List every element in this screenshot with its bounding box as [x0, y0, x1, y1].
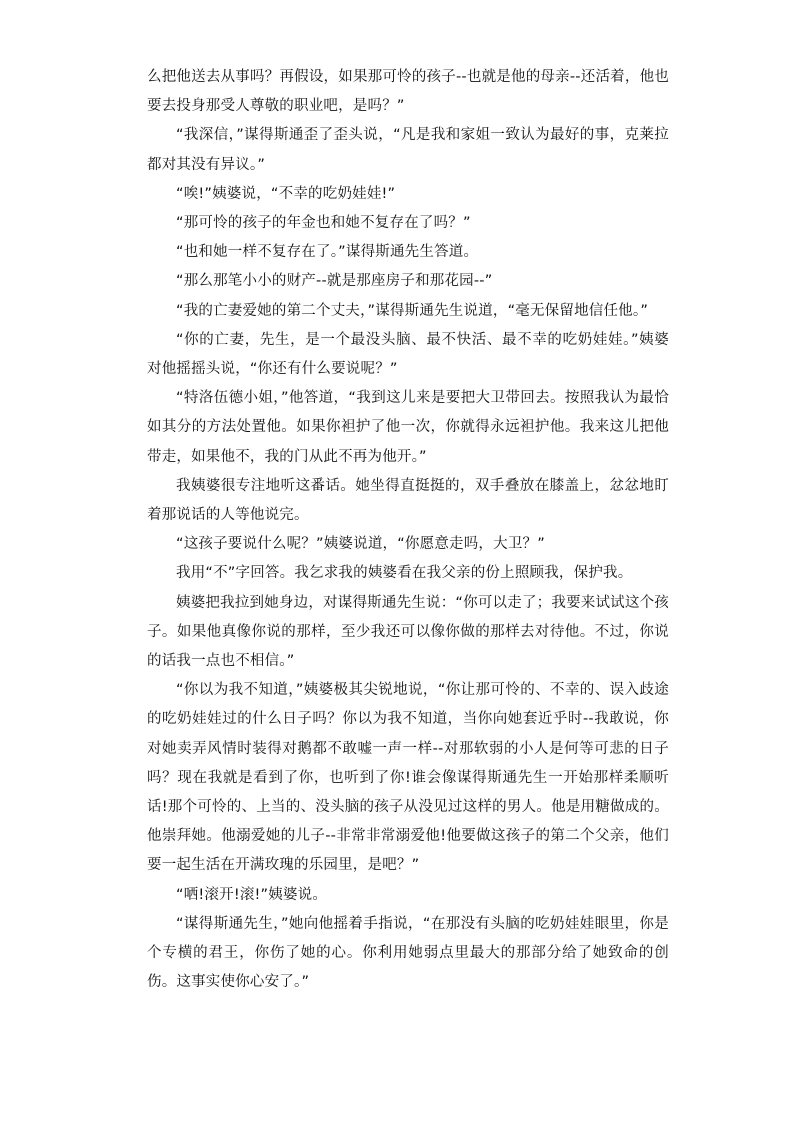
paragraph: 么把他送去从事吗？再假设，如果那可怜的孩子--也就是他的母亲--还活着，他也要去投身那受人尊敬的职业吧，是吗？”: [147, 69, 669, 115]
paragraph: “谋得斯通先生，”她向他摇着手指说，“在那没有头脑的吃奶娃娃眼里，你是个专横的君王，你伤了她的心。你利用她弱点里最大的那部分给了她致命的创伤。这事实使你心安了。”: [147, 915, 669, 991]
body-text: [147, 63, 669, 998]
paragraph: “你以为我不知道，”姨婆极其尖锐地说，“你让那可怜的、不幸的、误入歧途的吃奶娃娃过的什么日子吗？你以为我不知道，当你向她套近乎时--我敢说，你对她卖弄风情时装得对鹅都不敢嘘一声一样--对那软弱的小人是何等可悲的日子吗？现在我就是看到了你，也听到了你!谁会像谋得斯通先生一开始那样柔顺听话!那个可怜的、上当的、没头脑的孩子从没见过这样的男人。他是用糖做成的。他崇拜她。他溺爱她的儿子--非常非常溺爱他!他要做这孩子的第二个父亲，他们要一起生活在开满玫瑰的乐园里，是吧？”: [147, 682, 669, 874]
paragraph: 姨婆把我拉到她身边，对谋得斯通先生说：“你可以走了；我要来试试这个孩子。如果他真像你说的那样，至少我还可以像你做的那样去对待他。不过，你说的话我一点也不相信。”: [147, 594, 669, 670]
paragraph: “这孩子要说什么呢？”姨婆说道，“你愿意走吗，大卫？”: [176, 536, 545, 553]
paragraph: “特洛伍德小姐，”他答道，“我到这儿来是要把大卫带回去。按照我认为最恰如其分的方法处置他。如果你袒护了他一次，你就得永远袒护他。我来这儿把他带走，如果他不，我的门从此不再为他开。”: [147, 390, 669, 465]
paragraph: “我深信，”谋得斯通歪了歪头说，“凡是我和家姐一致认为最好的事，克莱拉都对其没有异议。”: [147, 127, 669, 173]
paragraph: “也和她一样不复存在了。”谋得斯通先生答道。: [176, 244, 479, 261]
paragraph: “你的亡妻，先生，是一个最没头脑、最不快活、最不幸的吃奶娃娃。”姨婆对他摇摇头说，“你还有什么要说呢？”: [147, 331, 669, 378]
paragraph: 我姨婆很专注地听这番话。她坐得直挺挺的，双手叠放在膝盖上，忿忿地盯着那说话的人等他说完。: [147, 477, 669, 524]
paragraph: “那么那笔小小的财产--就是那座房子和那花园--”: [176, 273, 493, 290]
paragraph: “那可怜的孩子的年金也和她不复存在了吗？”: [176, 215, 471, 232]
paragraph: “我的亡妻爱她的第二个丈夫，”谋得斯通先生说道，“毫无保留地信任他。”: [176, 302, 649, 319]
paragraph: “哂!滚开!滚!”姨婆说。: [176, 886, 328, 903]
paragraph: “唉!”姨婆说，“不幸的吃奶娃娃!”: [176, 185, 396, 202]
paragraph: 我用“不”字回答。我乞求我的姨婆看在我父亲的份上照顾我，保护我。: [176, 565, 633, 582]
